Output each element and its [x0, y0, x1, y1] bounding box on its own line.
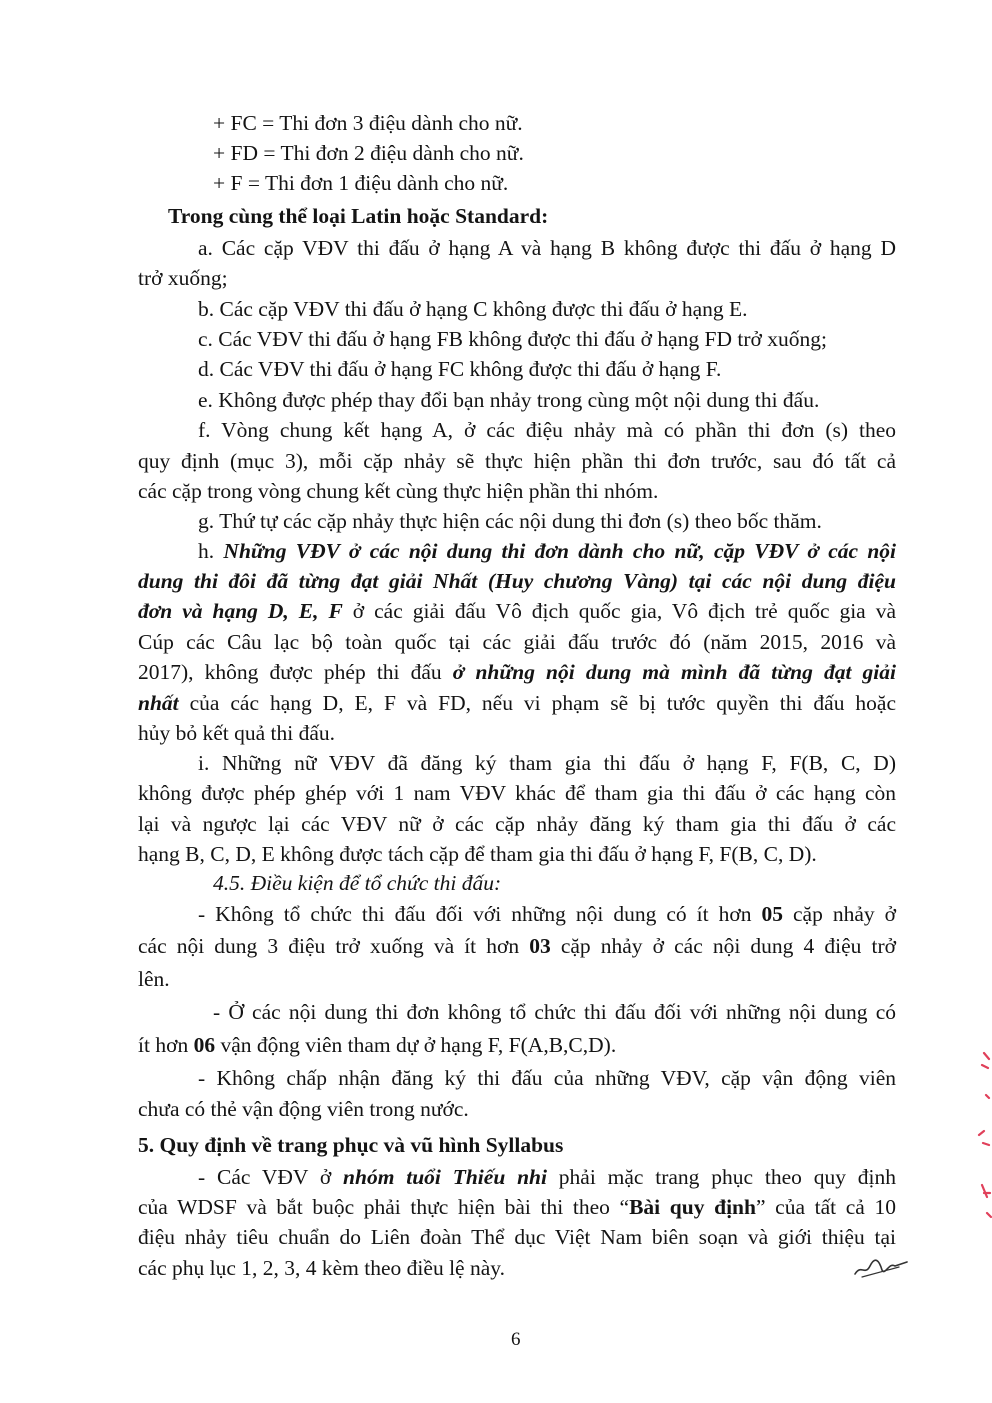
line-30: [213, 997, 896, 1027]
line-20: [138, 688, 896, 718]
text-run: + F = Thi đơn 1 điệu dành cho nữ.: [213, 171, 509, 195]
line-14: [198, 506, 822, 536]
text-run: cặp nhảy ở các nội dung 4 điệu trở: [550, 934, 896, 958]
line-38: [138, 1253, 505, 1283]
line-33: [138, 1094, 469, 1124]
section-heading-5: [138, 1130, 563, 1160]
line-32: [198, 1063, 896, 1093]
text-run: Trong cùng thể loại Latin hoặc Standard:: [168, 204, 549, 228]
text-run: 03: [529, 934, 551, 958]
text-run: + FD = Thi đơn 2 điệu dành cho nữ.: [213, 141, 524, 165]
text-run: g. Thứ tự các cặp nhảy thực hiện các nội dung thi đơn (s) theo bốc thăm.: [198, 509, 822, 533]
text-run: điệu nhảy tiêu chuẩn do Liên đoàn Thể dục Việt Nam biên soạn và giới thiệu tại: [138, 1225, 896, 1249]
text-run: ” của tất cả 10: [755, 1195, 896, 1219]
line-03: [213, 168, 508, 198]
line-37: [138, 1222, 896, 1252]
text-run: 4.5. Điều kiện để tổ chức thi đấu:: [213, 871, 502, 895]
text-run: đơn và hạng D, E, F: [138, 599, 343, 623]
line-06: [138, 263, 228, 293]
line-02: [213, 138, 524, 168]
text-run: nhóm tuổi Thiếu nhi: [343, 1165, 547, 1189]
line-01: [213, 108, 523, 138]
text-run: 2017), không được phép thi đấu: [138, 660, 453, 684]
text-run: trở xuống;: [138, 266, 228, 290]
text-run: 5. Quy định về trang phục và vũ hình Syllabus: [138, 1133, 564, 1157]
text-run: quy định (mục 3), mỗi cặp nhảy sẽ thực hiện phần thi đơn trước, sau đó tất cả: [138, 449, 896, 473]
text-run: a. Các cặp VĐV thi đấu ở hạng A và hạng B không được thi đấu ở hạng D: [198, 236, 896, 260]
line-21: [138, 718, 335, 748]
text-run: các nội dung 3 điệu trở xuống và ít hơn: [138, 934, 530, 958]
text-run: ở các giải đấu Vô địch quốc gia, Vô địch trẻ quốc gia và: [342, 599, 896, 623]
text-run: các phụ lục 1, 2, 3, 4 kèm theo điều lệ này.: [138, 1256, 505, 1280]
subsection-heading-4-5: [213, 868, 501, 898]
line-24: [138, 809, 896, 839]
text-run: Những VĐV ở các nội dung thi đơn dành cho nữ, cặp VĐV ở các nội: [223, 539, 896, 563]
line-07: [198, 294, 748, 324]
text-run: b. Các cặp VĐV thi đấu ở hạng C không được thi đấu ở hạng E.: [198, 297, 748, 321]
text-run: Cúp các Câu lạc bộ toàn quốc tại các giải đấu trước đó (năm 2015, 2016 và: [138, 630, 896, 654]
line-23: [138, 778, 896, 808]
text-run: ít hơn: [138, 1033, 194, 1057]
text-run: lên.: [138, 967, 170, 991]
text-run: 05: [761, 902, 783, 926]
text-run: d. Các VĐV thi đấu ở hạng FC không được thi đấu ở hạng F.: [198, 357, 722, 381]
line-25: [138, 839, 817, 869]
line-10: [198, 385, 819, 415]
text-run: vận động viên tham dự ở hạng F, F(A,B,C,D).: [215, 1033, 617, 1057]
text-run: h.: [198, 539, 224, 563]
line-08: [198, 324, 827, 354]
line-18: [138, 627, 896, 657]
text-run: - Các VĐV ở: [198, 1165, 344, 1189]
text-run: f. Vòng chung kết hạng A, ở các điệu nhảy mà có phần thi đơn (s) theo: [198, 418, 896, 442]
text-run: lại và ngược lại các VĐV nữ ở các cặp nhảy đăng ký tham gia thi đấu ở các: [138, 812, 896, 836]
text-run: nhất: [138, 691, 179, 715]
line-35: [198, 1162, 896, 1192]
text-run: e. Không được phép thay đổi bạn nhảy trong cùng một nội dung thi đấu.: [198, 388, 820, 412]
text-run: - Không tổ chức thi đấu đối với những nội dung có ít hơn: [198, 902, 762, 926]
text-run: c. Các VĐV thi đấu ở hạng FB không được thi đấu ở hạng FD trở xuống;: [198, 327, 828, 351]
line-29: [138, 964, 170, 994]
text-run: i. Những nữ VĐV đã đăng ký tham gia thi đấu ở hạng F, F(B, C, D): [198, 751, 896, 775]
line-22: [198, 748, 896, 778]
text-run: Bài quy định: [629, 1195, 756, 1219]
text-run: của các hạng D, E, F và FD, nếu vi phạm sẽ bị tước quyền thi đấu hoặc: [178, 691, 896, 715]
line-05: [198, 233, 896, 263]
text-run: chưa có thẻ vận động viên trong nước.: [138, 1097, 469, 1121]
line-36: [138, 1192, 896, 1222]
text-run: phải mặc trang phục theo quy định: [546, 1165, 896, 1189]
line-13: [138, 476, 658, 506]
text-run: các cặp trong vòng chung kết cùng thực hiện phần thi nhóm.: [138, 479, 659, 503]
line-12: [138, 446, 896, 476]
signature-mark: [852, 1255, 910, 1281]
text-run: dung thi đôi đã từng đạt giải Nhất (Huy chương Vàng) tại các nội dung điệu: [138, 569, 896, 593]
line-27: [198, 899, 896, 929]
text-run: + FC = Thi đơn 3 điệu dành cho nữ.: [213, 111, 523, 135]
page-number: 6: [511, 1329, 521, 1350]
line-11: [198, 415, 896, 445]
text-run: - Không chấp nhận đăng ký thi đấu của những VĐV, cặp vận động viên: [198, 1066, 896, 1090]
line-31: [138, 1030, 616, 1060]
line-16: [138, 566, 896, 596]
text-run: 06: [193, 1033, 216, 1057]
text-run: của WDSF và bắt buộc phải thực hiện bài thi theo “: [138, 1195, 630, 1219]
stamp-edge-mark: [960, 1035, 992, 1225]
text-run: hạng B, C, D, E không được tách cặp để tham gia thi đấu ở hạng F, F(B, C, D).: [138, 842, 817, 866]
text-run: cặp nhảy ở: [782, 902, 896, 926]
text-run: không được phép ghép với 1 nam VĐV khác để tham gia thi đấu ở các hạng còn: [138, 781, 896, 805]
line-09: [198, 354, 721, 384]
text-run: - Ở các nội dung thi đơn không tổ chức thi đấu đối với những nội dung có: [213, 1000, 896, 1024]
text-run: ở những nội dung mà mình đã từng đạt giải: [452, 660, 896, 684]
text-run: hủy bỏ kết quả thi đấu.: [138, 721, 336, 745]
line-15: [198, 536, 896, 566]
line-28: [138, 931, 896, 961]
section-heading-latin-standard: [168, 201, 548, 231]
line-19: [138, 657, 896, 687]
line-17: [138, 596, 896, 626]
